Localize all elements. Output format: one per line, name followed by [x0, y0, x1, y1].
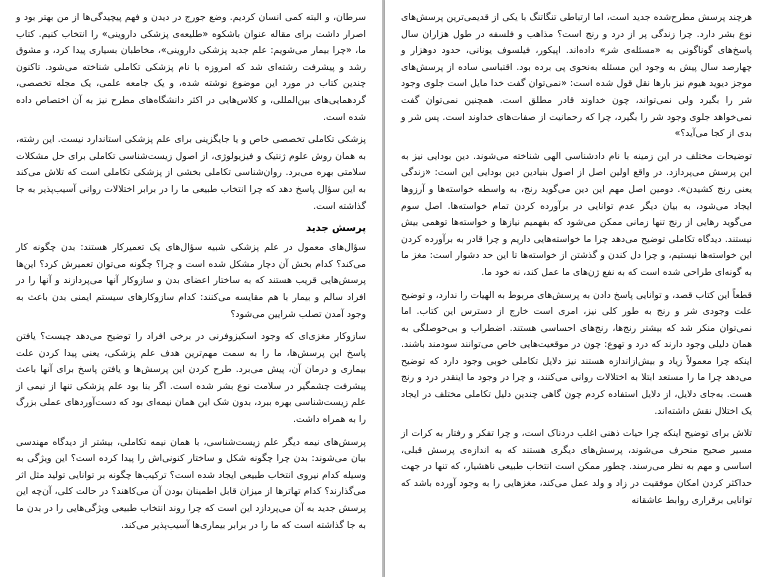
section-heading: پرسش جدید	[306, 223, 366, 235]
right-page	[385, 0, 768, 577]
left-paragraph-1: سرطان، و البته کمی انسان کردیم. وضع جورج در دیدن و فهم پیچیدگی‌ها از من بهتر بود و اصرار داشت برای مقاله عنوان باشکوه «طلیعه‌ی پزشکی داروینی» را انتخاب کنیم. کتاب ما، «چرا بیمار می‌شویم: علم جدید پزشکی داروینی»، مخاطبان بسیاری پیدا کرد، و مشوق رشد و پیشرفت رشته‌ای شد که امروزه با نام پزشکی تکاملی شناخته می‌شود. تاکنون چندین کتاب در مورد این موضوع نوشته شده، و یک جامعه علمی، یک مجله تخصصی، گردهمایی‌های بین‌المللی، و کلاس‌هایی در اکثر دانشگاه‌های مطرح نیز به آن اختصاص داده شده است.	[16, 12, 366, 123]
right-paragraph-4: تلاش برای توضیح اینکه چرا حیات ذهنی اغلب دردناک است، و چرا تفکر و رفتار به کرات از مسیر صحیح منحرف می‌شوند، پرسش‌های دیگری هستند که به اندازه‌ی پرسش قبلی، اساسی و مهم به نظر می‌رسند. چطور ممکن است انتخاب طبیعی ناهشیار، که تنها در جهت حداکثر کردن امکان موفقیت در زاد و ولد عمل می‌کند، مغزهایی را به وجود آورده باشد که توانایی برقراری روابط عاشقانه	[401, 428, 752, 506]
right-paragraph-3: قطعاً این کتاب قصد، و توانایی پاسخ دادن به پرسش‌های مربوط به الهیات را ندارد، و توضیح علت وجودی شر و رنج به طور کلی نیز، امری است خارج از دسترس این کتاب. اما نمی‌توان منکر شد که بیشتر رنج‌ها، رنج‌های احساسی هستند. اضطراب و بی‌حوصلگی به همان دلیلی وجود دارند که درد و تهوع: چون در موقعیت‌هایی خاص می‌توانند سودمند باشند. اینکه چرا معمولاً زیاد و بیش‌ازاندازه هستند نیز دلایل تکاملی خوبی وجود دارد که توضیح می‌دهد چرا ما را مستعد ابتلا به اختلالات روانی می‌کنند، و چرا در وجود ما اینقدر درد و رنج هست. به‌جای دلایل، از دلایل استفاده کردم چون گاهی چندین دلیل تکاملی مختلف در ایجاد یک اختلال نقش داشته‌اند.	[401, 289, 752, 417]
left-paragraph-5: پرسش‌های نیمه دیگر علم زیست‌شناسی، با همان نیمه تکاملی، بیشتر از دیدگاه مهندسی بیان می‌شوند: بدن چرا چگونه شکل و ساختار کنونی‌اش را پیدا کرده است؟ این ویژگی به وسیله کدام نیروی انتخاب طبیعی ایجاد شده است؟ ترکیب‌ها چگونه بر توانایی تولید مثل اثر می‌گذارند؟ کدام تهاتر‌ها از میزان قابل اطمینان بودن آن می‌کاهند؟ در حالت کلی، آن‌چه این پرسش جدید به آن می‌پردازد این است که چرا روند انتخاب طبیعی ویژگی‌هایی را در بدن ما به جا گذاشته است که ما را در برابر بیماری‌ها آسیب‌پذیر می‌کند.	[16, 436, 366, 531]
right-paragraph-2: توضیحات مختلف در این زمینه با نام دادشناسی الهی شناخته می‌شوند. دین بودایی نیز به این پرسش می‌پردازد. در واقع اولین اصل از اصول بنیادین دین بودایی این است: «زندگی یعنی رنج کشیدن». دومین اصل مهم این دین می‌گوید رنج، به واسطه خواسته‌ها و آرزوها ایجاد می‌شود، به بیان دیگر عدم توانایی در برآورده کردن تمام خواسته‌ها. اصل سوم می‌گوید رهایی از رنج تنها زمانی ممکن می‌شود که بفهمیم نیازها و خواسته‌ها توهمی بیش نیستند. دیدگاه تکاملی توضیح می‌دهد چرا ما خواسته‌هایی داریم و چرا قادر به برآورده کردن این خواسته‌ها نیستیم، و چرا دل کندن و گذشتن از خواسته‌ها تا این حد دشوار است: مغز ما به گونه‌ای طراحی شده است که به نفع ژن‌های ما عمل کند، نه خود ما.	[401, 150, 752, 278]
left-page	[0, 0, 382, 577]
right-paragraph-1: هرچند پرسش مطرح‌شده جدید است، اما ارتباطی تنگاتنگ با یکی از قدیمی‌ترین پرسش‌های نوع بشر دارد. چرا زندگی پر از درد و رنج است؟ مذاهب و فلسفه در طول هزاران سال پاسخ‌های گوناگونی به «مسئله‌ی شر» داده‌اند. اپیکور، فیلسوف یونانی، حدود دوهزار و چهارصد سال پیش به وجود این مسئله به‌نحوی پی برده بود. اقتباسی ساده از پرسش‌های موجز دیوید هیوم نیز بارها نقل قول شده است: «نمی‌توان گفت خدا مایل است جلوی وجود شر را بگیرد ولی نمی‌تواند، چون خداوند قادر مطلق است. همچنین نمی‌توان گفت نمی‌خواهد جلوی وجود شر را بگیرد، چرا که رحمانیت از صفات‌های خداوند است. پس شر و بدی از کجا می‌آید؟»	[401, 12, 752, 140]
left-paragraph-3: سؤال‌های معمول در علم پزشکی شبیه سؤال‌های یک تعمیرکار هستند: بدن چگونه کار می‌کند؟ کدام بخش آن دچار مشکل شده است و چرا؟ چگونه می‌توان تعمیرش کرد؟ این‌ها پرسش‌هایی قریب هستند که به ساختار اعضای بدن و سازوکار آنها می‌پردازند و آنها را در افراد سالم و بیمار با هم مقایسه می‌کنند: کدام سازوکارهای سیستم ایمنی بدن باعث به وجود آمدن تصلب شرایین می‌شود؟	[16, 242, 366, 320]
left-paragraph-4: سازوکار مغزی‌ای که وجود اسکیزوفرنی در برخی افراد را توضیح می‌دهد چیست؟ یافتن پاسخ این پرسش‌ها، ما را به سمت مهم‌ترین هدف علم پزشکی، یعنی پیدا کردن علت بیماری و درمان آن، پیش می‌برد. طرح کردن این پرسش‌ها و یافتن پاسخ برای آنها باعث پیشرفت چشمگیر در سلامت نوع بشر شده است. اگر بنا بود علم پزشکی تنها از نیمی از علم زیست‌شناسی بهره ببرد، بدون شک این همان نیمه‌ای بود که دست‌آوردهای عملی بزرگ را به همراه داشت.	[16, 331, 366, 426]
left-paragraph-2: پزشکی تکاملی تخصصی خاص و یا جایگزینی برای علم پزشکی استاندارد نیست. این رشته، به همان روش علوم ژنتیک و فیزیولوژی، از اصول زیست‌شناسی تکاملی برای حل مشکلات سلامتی بهره می‌برد. روان‌شناسی تکاملی بخشی از پزشکی تکاملی است که تلاش می‌کند به این سؤال پاسخ دهد که چرا انتخاب طبیعی ما را در برابر اختلالات روانی آسیب‌پذیر به جا گذاشته است.	[16, 134, 366, 212]
